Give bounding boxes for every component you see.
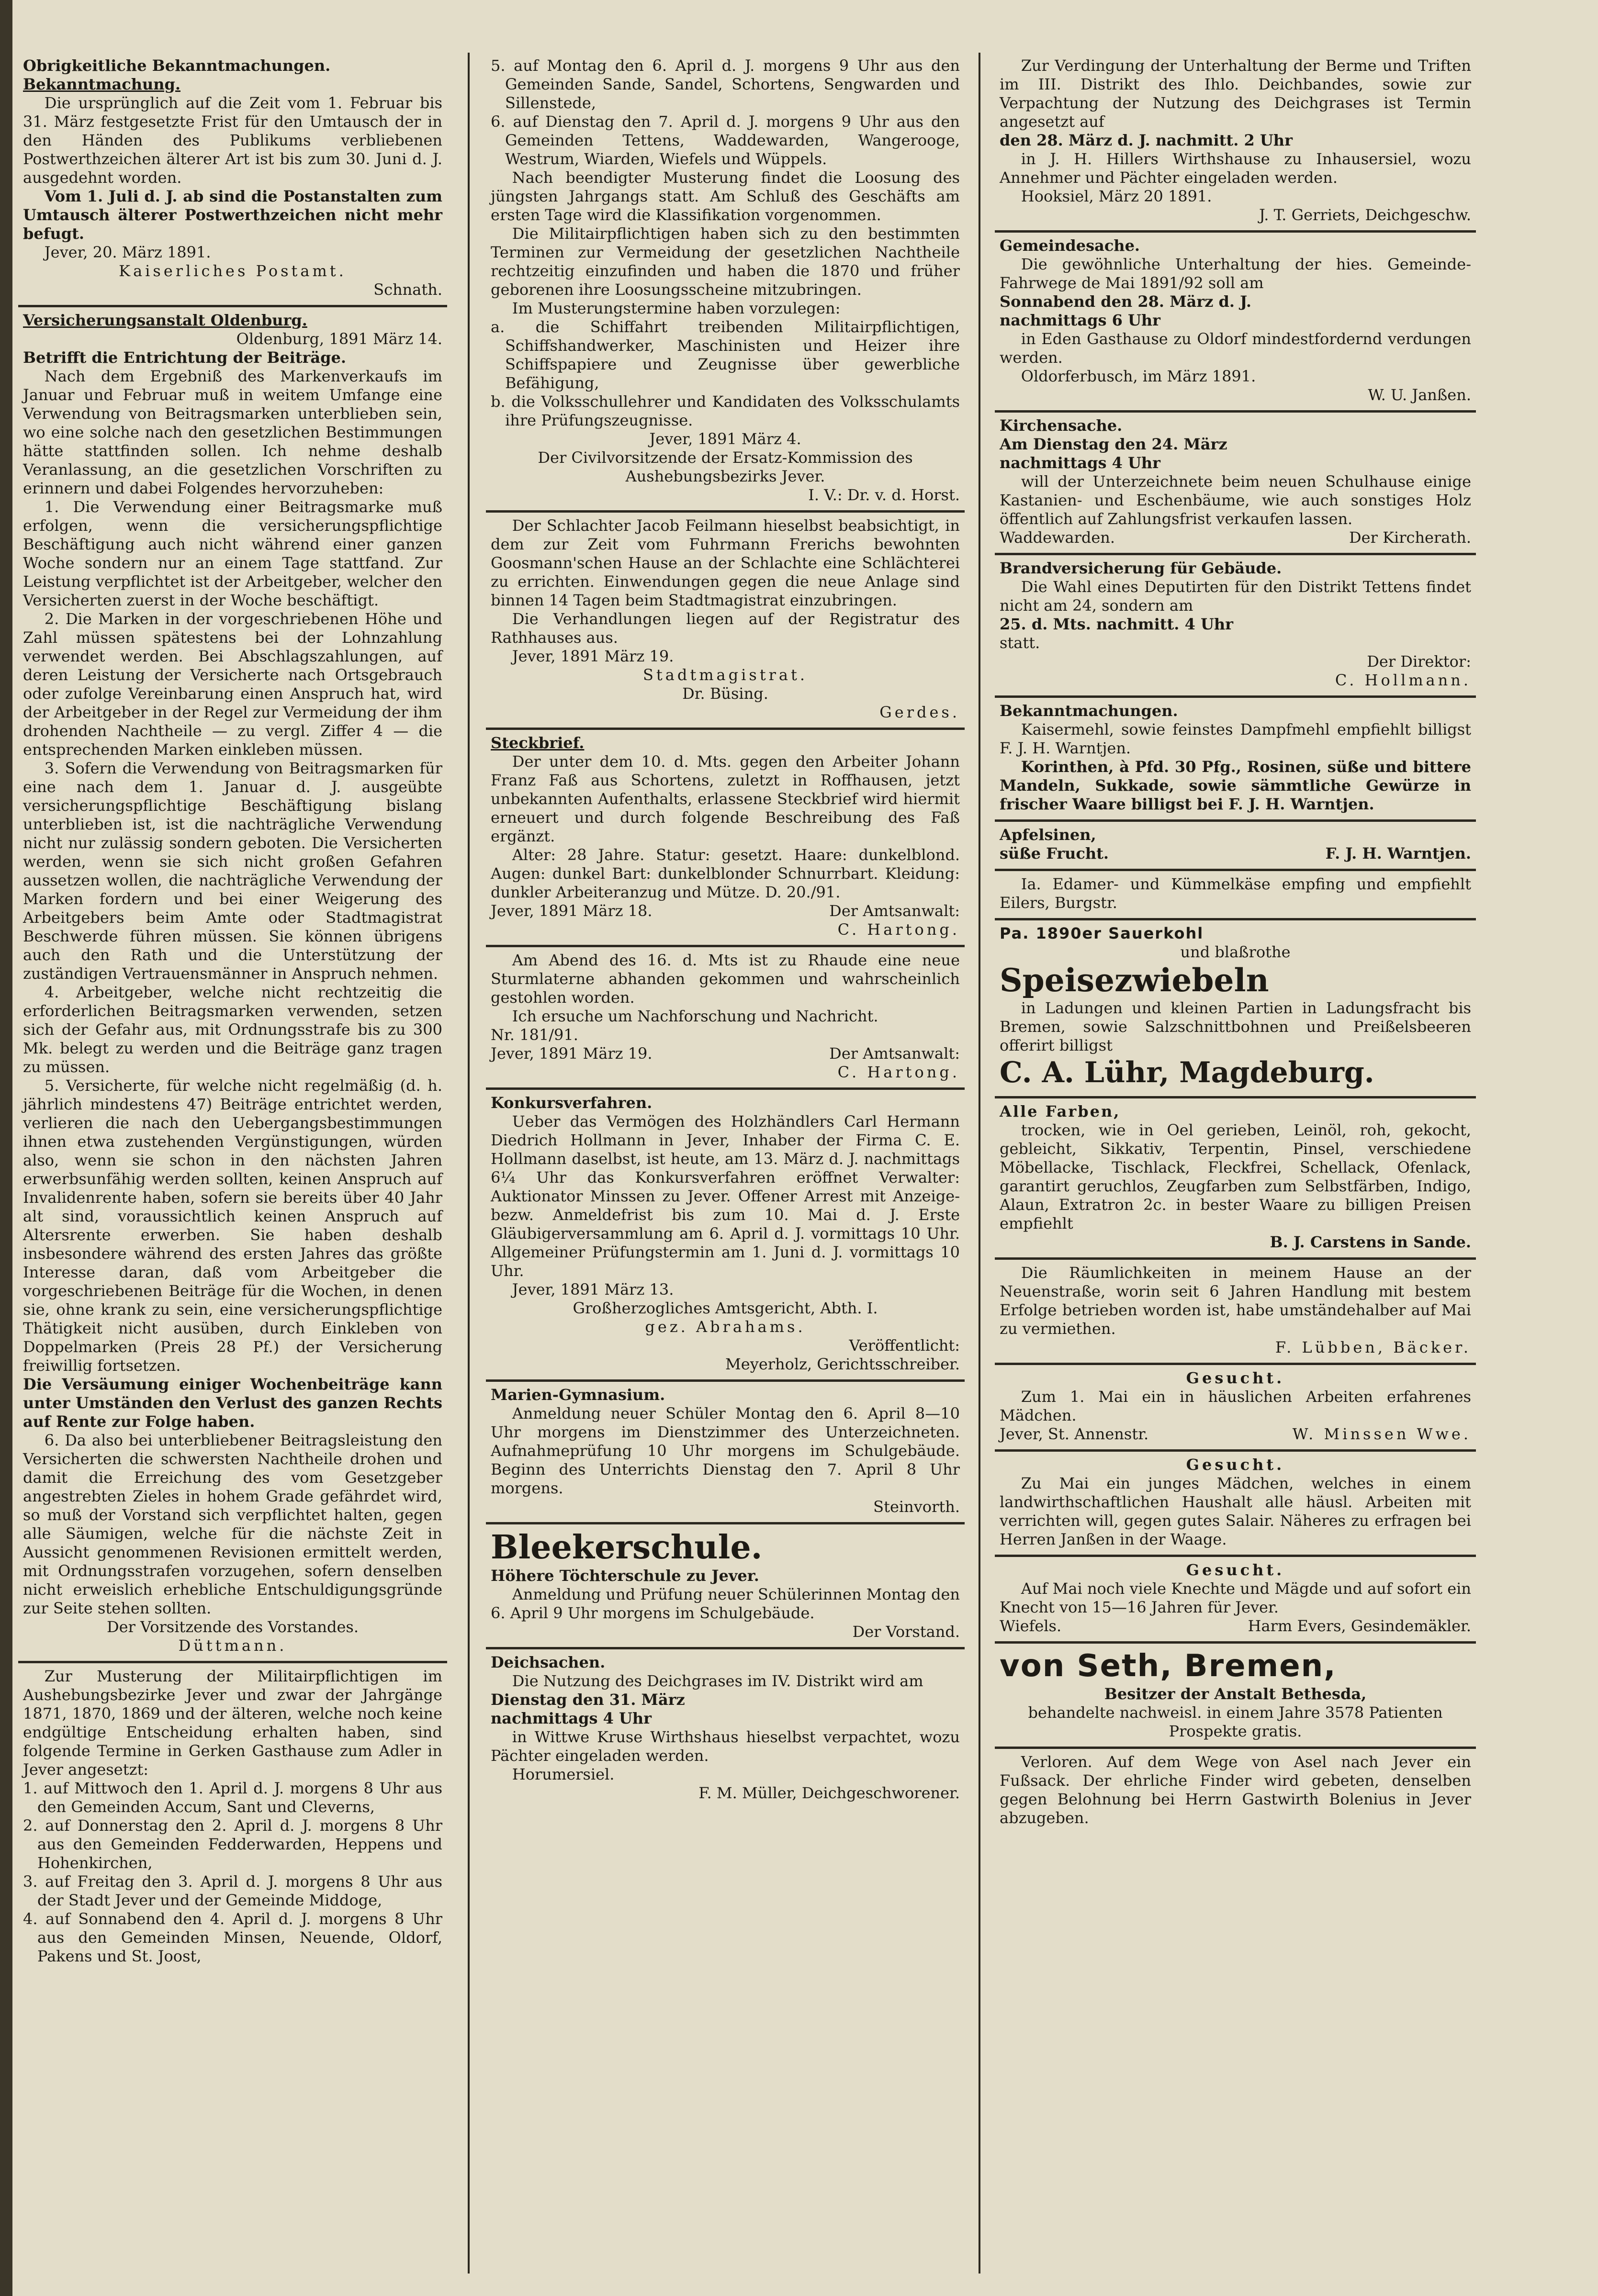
muster-ab: a. die Schiffahrt treibenden Militairpflichtigen, Schiffshandwerker, Maschinisten und Heizer ihre Schiffspapiere und Zeugnisse über gewerbliche Befähigung, (491, 318, 960, 392)
warrant-date: Jever, 1891 März 18. (491, 902, 653, 920)
warrant-title: Steckbrief. (491, 734, 585, 752)
insurance-title: Versicherungsanstalt Oldenburg. (23, 311, 307, 329)
insurance-point: 5. Versicherte, für welche nicht regelmäßig (d. h. jährlich mindestens 47) Beiträge entrichtet werden, verlieren die nach den Uebergangsbestimmungen ihnen etwa zustehenden Vergünstigungen, würden also, wenn sie schon in den nächsten Jahren erwerbsunfähig werden sollten, keinen Anspruch auf Invalidenrente haben, sofern sie bereits über 40 Jahr alt sind, voraussichtlich keinen Anspruch auf Altersrente erwerben. Sie haben deshalb insbesondere während des ersten Jahres das größte Interesse daran, daß vom Arbeitgeber die vorgeschriebenen Beiträge für die Wochen, in denen sie, ohne krank zu sein, eine versicherungspflichtige Thätigkeit nicht ausüben, durch Einkleben von Doppelmarken (Preis 28 Pf.) der Versicherung freiwillig fortsetzen. (23, 1076, 442, 1375)
berm-body2: in J. H. Hillers Wirthshause zu Inhausersiel, wozu Annehmer und Pächter eingeladen werden. (1000, 150, 1471, 187)
bankruptcy-date: Jever, 1891 März 13. (512, 1280, 674, 1299)
muster-text: Im Musterungstermine haben vorzulegen: (512, 299, 841, 317)
insurance-warning: Die Versäumung einiger Wochenbeiträge kann unter Umständen den Verlust des ganzen Rechts auf Rente zur Folge haben. (23, 1375, 442, 1431)
fire-sig: Der Direktor: (1367, 652, 1471, 671)
bleeker-body: Anmeldung und Prüfung neuer Schülerinnen Montag den 6. April 9 Uhr morgens im Schulgebäude. (491, 1585, 960, 1622)
wanted-1-name: W. Minssen Wwe. (1292, 1425, 1471, 1443)
insurance-name: Düttmann. (178, 1636, 287, 1655)
bankruptcy-body: Ueber das Vermögen des Holzhändlers Carl Hermann Diedrich Hollmann in Jever, Inhaber der Firma C. E. Hollmann daselbst, ist heute, am 13. März d. J. nachmittags 6¼ Uhr das Konkursverfahren eröffnet Verwalter: Auktionator Minssen zu Jever. Offener Arrest mit Anzeige- bezw. Anmeldefrist bis zum 10. Mai d. J. Erste Gläubigerversammlung am 6. April d. J. vormittags 10 Uhr. Allgemeiner Prüfungstermin am 1. Juni d. J. vormittags 10 Uhr. (491, 1112, 960, 1280)
church-notice (995, 413, 1476, 555)
page-spine (0, 0, 12, 2296)
dike-date1: Dienstag den 31. März (491, 1691, 685, 1709)
raisins-ad: Korinthen, à Pfd. 30 Pfg., Rosinen, süße und bittere Mandeln, Sukkade, sowie sämmtliche Gewürze in frischer Waare billigst bei F. J. H. Warntjen. (1000, 758, 1471, 813)
gymnasium-title: Marien-Gymnasium. (491, 1386, 665, 1404)
municipal-notice (995, 233, 1476, 413)
post-notice (18, 53, 447, 307)
municipal-place: Oldorferbusch, im März 1891. (1021, 367, 1256, 385)
oranges-row (1000, 844, 1471, 863)
wanted-3-title: Gesucht. (1186, 1561, 1285, 1579)
oranges-ad (995, 822, 1476, 871)
post-date: Jever, 20. März 1891. (44, 243, 211, 261)
muster-sig: Der Civilvorsitzende der Ersatz-Kommission des Aushebungsbezirks Jever. (538, 448, 913, 485)
church-name: Der Kircherath. (1349, 528, 1471, 547)
wanted-1-sig-row (1000, 1425, 1471, 1444)
paints-title: Alle Farben, (1000, 1102, 1121, 1120)
insurance-point: 4. Arbeitgeber, welche nicht rechtzeitig die erforderlichen Beitragsmarken verwenden, setzen sich der Gefahr aus, mit Ordnungsstrafe bis zu 300 Mk. belegt zu werden und die Beiträge ganz tragen zu müssen. (23, 983, 442, 1076)
lantern-sig: Der Amtsanwalt: (829, 1044, 960, 1063)
muster-item: 3. auf Freitag den 3. April d. J. morgens 8 Uhr aus der Stadt Jever und der Gemeinde Middoge, (23, 1872, 442, 1909)
municipal-name: W. U. Janßen. (1368, 386, 1471, 404)
dike-title: Deichsachen. (491, 1653, 606, 1671)
warrant-notice (486, 730, 965, 947)
muster-item: 5. auf Montag den 6. April d. J. morgens 9 Uhr aus den Gemeinden Sande, Sandel, Schortens, Sengwarden und Sillenstede, (491, 56, 960, 112)
rooms-name: F. Lübben, Bäcker. (1275, 1338, 1471, 1356)
church-title: Kirchensache. (1000, 416, 1123, 435)
dike-name: F. M. Müller, Deichgeschworener. (698, 1784, 960, 1802)
insurance-point: 6. Da also bei unterbliebener Beitragsleistung den Versicherten die schwersten Nachtheile drohen und damit die Erreichung des vom Gesetzgeber angestrebten Zieles in hohem Grade gefährdet wird, so muß der Vorstand sich verpflichtet halten, gegen alle Säumigen, welche für die nächste Zeit in Aussicht genommenen Revisionen ermittelt werden, mit Ordnungsstrafen vorzugehen, sofern denselben nicht erweislich erhebliche Entschuldigungsgründe zur Seite stehen sollten. (23, 1431, 442, 1617)
seth-body: Besitzer der Anstalt Bethesda, (1104, 1685, 1367, 1703)
lantern-sig-row (491, 1044, 960, 1063)
announcements-title: Bekanntmachungen. (1000, 702, 1178, 720)
municipal-body2: in Eden Gasthause zu Oldorf mindestfordernd verdungen werden. (1000, 330, 1471, 367)
bankruptcy-court: Großherzogliches Amtsgericht, Abth. I. (573, 1299, 878, 1317)
insurance-point: 3. Sofern die Verwendung von Beitragsmarken für eine nach dem 1. Januar d. J. ausgeübte versicherungspflichtige Beschäftigung bislang unterblieben ist, ist die nachträgliche Verwendung nicht nur zulässig sondern geboten. Die Versicherten werden, wenn sie sich nicht großen Gefahren aussetzen wollen, die nachträgliche Verwendung der Marken fordern und bei einer Weigerung des Arbeitgebers beim Amte oder Stadtmagistrat Beschwerde führen müssen. Sie können übrigens auch den Rath und die Unterstützung der zuständigen Vertrauensmänner in Anspruch nehmen. (23, 759, 442, 983)
butcher-office: Stadtmagistrat. (642, 666, 808, 684)
lost-body: Verloren. Auf dem Wege von Asel nach Jever ein Fußsack. Der ehrliche Finder wird gebeten, denselben gegen Belohnung bei Herrn Gastwirth Bolenius in Jever abzugeben. (1000, 1753, 1471, 1827)
butcher-date: Jever, 1891 März 19. (512, 647, 674, 665)
column-rule-2 (979, 53, 980, 2274)
insurance-closing: Der Vorsitzende des Vorstandes. (106, 1618, 359, 1636)
oranges-body: süße Frucht. (1000, 844, 1109, 862)
column-3 (995, 53, 1476, 2274)
lantern-body: Am Abend des 16. d. Mts ist zu Rhaude eine neue Sturmlaterne abhanden gekommen und wahrscheinlich gestohlen worden. (491, 951, 960, 1007)
bleeker-sig: Der Vorstand. (852, 1623, 960, 1641)
muster-continued (486, 53, 965, 513)
fire-body: Die Wahl eines Deputirten für den Distrikt Tettens findet nicht am 24, sondern am (1000, 578, 1471, 615)
municipal-body: Die gewöhnliche Unterhaltung der hies. Gemeinde-Fahrwege de Mai 1891/92 soll am (1000, 255, 1471, 292)
berm-date2: Hooksiel, März 20 1891. (1021, 187, 1212, 205)
muster-item: 6. auf Dienstag den 7. April d. J. morgens 9 Uhr aus den Gemeinden Tettens, Waddewarden, Wangerooge, Westrum, Wiarden, Wiefels und Wüppels. (491, 112, 960, 168)
muster-text: Die Militairpflichtigen haben sich zu den bestimmten Terminen zur Vermeidung der gesetzlichen Nachtheile rechtzeitig einzufinden und haben die 1870 und früher geborenen ihre Loosungsscheine mitzubringen. (491, 224, 960, 299)
warrant-name: C. Hartong. (837, 920, 960, 939)
butcher-body2: Die Verhandlungen liegen auf der Registratur des Rathhauses aus. (491, 610, 960, 647)
sauerkraut-and: und blaßrothe (1180, 943, 1291, 961)
bleeker-sub: Höhere Töchterschule zu Jever. (491, 1567, 759, 1585)
gymnasium-notice (486, 1382, 965, 1524)
wanted-3 (995, 1557, 1476, 1644)
announcements (995, 698, 1476, 822)
sauerkraut-body: in Ladungen und kleinen Partien in Ladungsfracht bis Bremen, sowie Salzschnittbohnen und Preißelsbeeren offerirt billigst (1000, 999, 1471, 1054)
insurance-point: 1. Die Verwendung einer Beitragsmarke muß erfolgen, wenn die versicherungspflichtige Beschäftigung auch nicht während einer ganzen Woche sondern nur an einem Tage stattfand. Zur Leistung verpflichtet ist der Arbeitgeber, welcher den Versicherten zuerst in der Woche beschäftigt. (23, 498, 442, 609)
lost-ad (995, 1749, 1476, 1833)
lantern-date: Jever, 1891 März 19. (491, 1044, 653, 1063)
gymnasium-name: Steinvorth. (873, 1498, 960, 1516)
muster-date: Jever, 1891 März 4. (649, 430, 801, 448)
lantern-nr: Nr. 181/91. (491, 1026, 578, 1044)
fire-title: Brandversicherung für Gebäude. (1000, 559, 1282, 577)
gymnasium-body: Anmeldung neuer Schüler Montag den 6. April 8—10 Uhr morgens im Dienstzimmer des Unterzeichneten. Aufnahmeprüfung 10 Uhr morgens im Schulgebäude. Beginn des Unterrichts Dienstag den 7. April 8 Uhr morgens. (491, 1404, 960, 1497)
muster-item: 1. auf Mittwoch den 1. April d. J. morgens 8 Uhr aus den Gemeinden Accum, Sant und Cleverns, (23, 1779, 442, 1816)
sauerkraut-ad (995, 920, 1476, 1098)
lantern-name: C. Hartong. (837, 1063, 960, 1081)
seth-body2: behandelte nachweisl. in einem Jahre 3578 Patienten (1028, 1703, 1443, 1722)
sauerkraut-title: Pa. 1890er Sauerkohl (1000, 924, 1204, 942)
butcher-name: Dr. Büsing. (682, 684, 768, 703)
wanted-2 (995, 1452, 1476, 1557)
warrant-desc: Alter: 28 Jahre. Statur: gesetzt. Haare: dunkelblond. Augen: dunkel Bart: dunkelblonder Schnurrbart. Kleidung: dunkler Arbeiteranzug und Mütze. D. 20./91. (491, 846, 960, 901)
wanted-2-body: Zu Mai ein junges Mädchen, welches in einem landwirthschaftlichen Haushalt alle häusl. Arbeiten mit verrichten will, gegen gutes Salair. Näheres zu erfragen bei Herren Janßen in der Waage. (1000, 1474, 1471, 1548)
insurance-notice (18, 307, 447, 1663)
seth-body3: Prospekte gratis. (1169, 1722, 1302, 1740)
dike-date2: nachmittags 4 Uhr (491, 1709, 652, 1727)
church-place: Waddewarden. (1000, 528, 1115, 547)
insurance-subject: Betrifft die Entrichtung der Beiträge. (23, 348, 346, 367)
dike-body2: in Wittwe Kruse Wirthshaus hieselbst verpachtet, wozu Pächter eingeladen werden. (491, 1728, 960, 1765)
seth-ad (995, 1644, 1476, 1749)
rooms-ad (995, 1260, 1476, 1365)
post-bold: Vom 1. Juli d. J. ab sind die Postanstalten zum Umtausch älterer Postwerthzeichen nicht mehr befugt. (23, 187, 442, 243)
flour-ad: Kaisermehl, sowie feinstes Dampfmehl empfiehlt billigst F. J. H. Warntjen. (1000, 720, 1471, 757)
cheese-body: Ia. Edamer- und Kümmelkäse empfing und empfiehlt Eilers, Burgstr. (1000, 875, 1471, 912)
bleeker-school-notice (486, 1524, 965, 1649)
muster-notice (18, 1663, 447, 1971)
post-office: Kaiserliches Postamt. (119, 262, 347, 280)
insurance-date: Oldenburg, 1891 März 14. (236, 330, 442, 348)
berm-date: den 28. März d. J. nachmitt. 2 Uhr (1000, 131, 1293, 149)
post-name: Schnath. (373, 280, 442, 299)
wanted-1-place: Jever, St. Annenstr. (1000, 1425, 1149, 1443)
post-title: Bekanntmachung. (23, 75, 181, 93)
muster-ab: b. die Volksschullehrer und Kandidaten des Volksschulamts ihre Prüfungszeugnisse. (491, 392, 960, 429)
bankruptcy-clerk: Meyerholz, Gerichtsschreiber. (725, 1355, 960, 1373)
berm-name: J. T. Gerriets, Deichgeschw. (1259, 206, 1471, 224)
municipal-date1: Sonnabend den 28. März d. J. (1000, 292, 1251, 311)
muster-text: Nach beendigter Musterung findet die Loosung des jüngsten Jahrgangs statt. Am Schluß des Geschäfts am ersten Tage wird die Klassifikation vorgenommen. (491, 168, 960, 224)
muster-item: 2. auf Donnerstag den 2. April d. J. morgens 8 Uhr aus den Gemeinden Fedderwarden, Heppens und Hohenkirchen, (23, 1816, 442, 1872)
church-date2: nachmittags 4 Uhr (1000, 454, 1161, 472)
rooms-body: Die Räumlichkeiten in meinem Hause an der Neuenstraße, worin seit 6 Jahren Handlung mit bestem Erfolge betrieben worden ist, habe umständehalber auf Mai zu vermiethen. (1000, 1264, 1471, 1338)
paints-name: B. J. Carstens in Sande. (1270, 1233, 1471, 1251)
church-date1: Am Dienstag den 24. März (1000, 435, 1227, 453)
wanted-1-body: Zum 1. Mai ein in häuslichen Arbeiten erfahrenes Mädchen. (1000, 1388, 1471, 1424)
wanted-1-title: Gesucht. (1186, 1369, 1285, 1387)
fire-name: C. Hollmann. (1335, 671, 1471, 689)
dike-place: Horumersiel. (512, 1765, 615, 1783)
bankruptcy-title: Konkursverfahren. (491, 1094, 653, 1112)
post-body: Die ursprünglich auf die Zeit vom 1. Februar bis 31. März festgesetzte Frist für den Umtausch der in den Händen des Publikums verbliebenen Postwerthzeichen älterer Art ist bis zum 30. Juni d. J. ausgedehnt worden. (23, 94, 442, 187)
fire-body2: statt. (1000, 634, 1040, 652)
warrant-sig: Der Amtsanwalt: (829, 902, 960, 920)
wanted-3-name: Harm Evers, Gesindemäkler. (1248, 1617, 1471, 1635)
paints-ad (995, 1098, 1476, 1260)
section-title: Obrigkeitliche Bekanntmachungen. (23, 56, 331, 75)
lantern-notice (486, 947, 965, 1090)
dike-body: Die Nutzung des Deichgrases im IV. Distrikt wird am (512, 1672, 923, 1690)
insurance-intro: Nach dem Ergebniß des Markenverkaufs im Januar und Februar muß in weitem Umfange eine Verwendung von Beitragsmarken unterblieben sein, wo eine solche nach den gesetzlichen Bestimmungen hätte stattfinden sollen. Ich nehme deshalb Veranlassung, an die gesetzlichen Vorschriften zu erinnern und dabei Folgendes hervorzuheben: (23, 367, 442, 497)
seth-title: von Seth, Bremen, (1000, 1648, 1337, 1684)
oranges-name: F. J. H. Warntjen. (1325, 844, 1471, 862)
butcher-notice (486, 513, 965, 730)
wanted-1 (995, 1365, 1476, 1452)
church-body: will der Unterzeichnete beim neuen Schulhause einige Kastanien- und Eschenbäume, wie auch sonstiges Holz öffentlich auf Zahlungsfrist verkaufen lassen. (1000, 472, 1471, 528)
wanted-3-sig-row (1000, 1617, 1471, 1635)
wanted-3-place: Wiefels. (1000, 1617, 1062, 1635)
bleeker-title: Bleekerschule. (491, 1528, 763, 1567)
bankruptcy-pub: Veröffentlicht: (849, 1336, 960, 1355)
bankruptcy-notice (486, 1090, 965, 1382)
dike-notice (486, 1649, 965, 1808)
butcher-clerk: Gerdes. (879, 703, 960, 721)
lantern-body2: Ich ersuche um Nachforschung und Nachricht. (512, 1007, 878, 1025)
muster-item: 4. auf Sonnabend den 4. April d. J. morgens 8 Uhr aus den Gemeinden Minsen, Neuende, Oldorf, Pakens und St. Joost, (23, 1910, 442, 1965)
column-1 (16, 53, 447, 2274)
sauerkraut-name: C. A. Lühr, Magdeburg. (1000, 1056, 1374, 1089)
cheese-ad (995, 871, 1476, 920)
wanted-3-body: Auf Mai noch viele Knechte und Mägde und auf sofort ein Knecht von 15—16 Jahren für Jever. (1000, 1579, 1471, 1616)
muster-intro: Zur Musterung der Militairpflichtigen im Aushebungsbezirke Jever und zwar der Jahrgänge 1871, 1870, 1869 und der älteren, welche noch keine endgültige Entscheidung erhalten haben, sind folgende Termine in Gerken Gasthause zum Adler in Jever angesetzt: (23, 1667, 442, 1779)
onions-title: Speisezwiebeln (1000, 962, 1269, 999)
wanted-2-title: Gesucht. (1186, 1456, 1285, 1474)
insurance-point: 2. Die Marken in der vorgeschriebenen Höhe und Zahl müssen spätestens bei der Lohnzahlung verwendet werden. Bei Abschlagszahlungen, auf deren Leistung der Versicherte nach Ortsgebrauch oder zufolge Vereinbarung einen Anspruch hat, wird der Arbeitgeber in der Regel zur Vermeidung der ihm drohenden Nachtheile — zu vergl. Ziffer 4 — die entsprechenden Marken einkleben müssen. (23, 610, 442, 759)
column-rule-1 (468, 53, 470, 2274)
bankruptcy-name: gez. Abrahams. (645, 1318, 806, 1336)
warrant-body: Der unter dem 10. d. Mts. gegen den Arbeiter Johann Franz Faß aus Schortens, zuletzt in Roffhausen, jetzt unbekannten Aufenthalts, erlassene Steckbrief wird hiermit erneuert und durch folgende Beschreibung des Faß ergänzt. (491, 752, 960, 845)
paints-body: trocken, wie in Oel gerieben, Leinöl, roh, gekocht, gebleicht, Sikkativ, Terpentin, Pinsel, verschiedene Möbellacke, Tischlack, Fleckfrei, Schellack, Ofenlack, garantirt geruchlos, Zeugfarben zum Selbstfärben, Indigo, Alaun, Extratron 2c. in bester Waare zu billigen Preisen empfiehlt (1000, 1121, 1471, 1232)
fire-insurance-notice (995, 555, 1476, 698)
warrant-sig-row (491, 902, 960, 920)
column-2 (486, 53, 965, 2274)
berm-notice (995, 53, 1476, 233)
municipal-title: Gemeindesache. (1000, 236, 1140, 255)
fire-date: 25. d. Mts. nachmitt. 4 Uhr (1000, 615, 1234, 633)
church-sig-row (1000, 528, 1471, 547)
muster-sig2: I. V.: Dr. v. d. Horst. (808, 486, 960, 504)
berm-body: Zur Verdingung der Unterhaltung der Berme und Triften im III. Distrikt des Ihlo. Deichbandes, sowie zur Verpachtung der Nutzung des Deichgrases ist Termin angesetzt auf (1000, 56, 1471, 131)
municipal-date2: nachmittags 6 Uhr (1000, 311, 1161, 329)
butcher-body: Der Schlachter Jacob Feilmann hieselbst beabsichtigt, in dem zur Zeit vom Fuhrmann Frerichs bewohnten Goosmann'schen Hause an der Schlachte eine Schlächterei zu errichten. Einwendungen gegen die neue Anlage sind binnen 14 Tagen beim Stadtmagistrat einzubringen. (491, 516, 960, 609)
oranges-title: Apfelsinen, (1000, 826, 1096, 844)
